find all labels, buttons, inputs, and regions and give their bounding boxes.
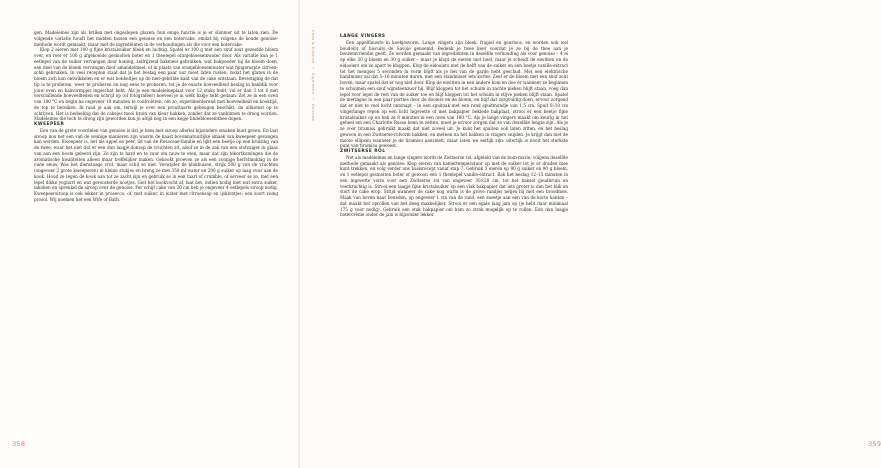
running-head-separator-2: • — [311, 97, 315, 101]
right-paragraph-1: Een appelflauwte in koekjesvorm. Lange vingers zijn bleek, fragiel en geurloos, en worden ook wel boudoirs of biscuits de Savoie genoemd. Bedenk je twee keer voordat je ze bij de thee aan je boezemvriendin geeft. Ze worden gemaakt van ingrediënten in dezelfde verhouding als voor genoise – 4 ei op elke 30 g bloem en 30 g suiker – maar je klopt de eieren niet heel, maar je scheidt de eiwitten en de eidooiers om ze apart te kloppen. Klop de eidooiers met de helft van de suiker en een beetje vanille-extract tot het mengsel 5 seconden in vorm blijft als je het van de garde hebt geschud. Met een elektrische handmixer zal dat 5–10 minuten duren, met een standmixer iets korter. Zeef er de bloem met een snuf zout boven, maar spatel dat er nog niet door. Klop de eiwitten in een andere kom en doe er wanneer ze beginnen te schuimen een snuf wijnsteenzuur bij. Blijf kloppen tot het schuim in zachte pieken blijft staan, voeg dan lepel voor lepel de rest van de suiker toe en blijf kloppen tot het schuim in stijve pieken blijft staan. Spatel de meringue in een paar porties door de dooiers en de bloem, en blijf dat zorgvuldig doen, ervoor zorgend dat er niet te veel lucht ontsnapt – in een spuitzak met een rond spuitmondje van 1,5 cm. Spuit 8–10 cm vingerlange repen op een licht ingevette of met bakpapier beklede bakplaat, strooi er een beetje fijne kristalsuiker op en bak ze 8 minuten in een oven van 180 °C. Als je lange vingers maakt om keurig in het geheel om een Charlotte Russe heen te zetten, moet je ervoor zorgen dat ze van dezelfde lengte zijn. Als je ze voor tiramisu gebruikt maakt dat niet zoveel uit. Je kunt het spuiten ook laten zitten, en het beslag gewoon in een Zwitserse-rolvorm bakken, en meteen na het bakken in vingers snijden. Je krijgt dan niet de mooie ellipsen wanneer je de tiramisu aanzmelt, maar laten we eerlijk zijn: uiterlijk is nooit het sterkste punt van tiramisu geweest. — [340, 39, 568, 149]
running-head-separator: • — [311, 66, 315, 70]
left-paragraph-2: Klop 2 eieren met 100 g fijne kristalsuiker bleek en luchtig. Spatel er 100 g met een snuf zout gezeefde bloem over, en roer er 100 g afgekoelde gesmolten boter en 1 theelepel oranjebloesemwater door. Als variatie kun je 1 eetlepel van de suiker vervangen door honing, zelfrijzend bakmeel gebruiken, wat bakpoeder bij de bloem doen, een deel van de bloem vervangen door amandelmeel, of in plaats van oranjebloesemwater wat fijngeraspte citroenschil gebruiken. In veel recepten staat dat je het beslag een paar uur moet laten rusten, zodat het gluten in de bloem zich kan ontwikkelen en er wat bobbeltjes op de niet-gebrilde kant van de cake ontstaan. Bevestiging de dat tip is te proberen, weer te proberen en nog eens te proberen, tot je de exacte hoeveelheid beslag in bakblik voor jouw oven en bakvormpjes ingeschat hebt. Als je een madeleineplaat voor 12 stuks hebt, vul er dan 3 tot 6 met verschillende hoeveelheden en schrijf op (of fotografeer) hoeveel je in welk bakje hebt gedaan. Zet ze in een oven van 180 °C en begin na ongeveer 10 minuten te controleren, om zo, experimenterend met hoeveelheid en kooktijd, de top te bereiken. Ik raad je aan om, terwijl je over een prouttaarts gebeugen beschikt, de uitkomst op te schrijven. Het is bedoeling dat de cakejes mooi bruin van kleur bakken, zonder dat ze vanbinnen te droog worden. Madeleines die toch te droog zijn geworden kun je altijd nog in een kopje lindebloesemthee dopen. — [34, 47, 278, 122]
running-head-section: Genoise — [311, 103, 315, 122]
running-head-sub: Eigeleden — [311, 72, 315, 95]
right-text-column — [340, 34, 568, 218]
left-text-column — [34, 30, 278, 203]
left-page — [0, 0, 300, 468]
page-number-left: 358 — [12, 440, 26, 448]
running-head — [307, 30, 315, 121]
running-head-title: Cake & Koekjes — [311, 30, 315, 64]
section-heading-lange-vingers: LANGE VINGERS — [340, 34, 386, 39]
left-paragraph-1: gen. Madeleines zijn als brillen met ongeslepen glazen: hun enige functie is je er slimmer uit te laten zien. De volgende variatie houdt het midden tussen een genoise en een botercake, omdat hij volgens de koude genoise-methode wordt gemaakt, maar met de ingrediënten in de verhoudingen als die voor een botercake. — [34, 30, 278, 47]
right-paragraph-2: Net als madeleines en lange vingers wordt de Zwitserse rol, afgeleid van de buin-marie, volgens dezelfde methode gemaakt als genoise: Klop eieren van kamertemperatuur op met de suiker tot je er draden mee kunt trekken, en volg verder ons basisrecept vanaf stap 7. Gebruik 3 eieren op 90 g suiker en 90 g bloem, en 1 eetlepel gesmolten boter of gewoon een 1 theelepel vanille-extract. Bak het beslag 12–15 minuten in een ingevette vorm voor een Zwitserse rol van ongeveer 30×20 cm, tot het baksel goudbruin en veerkrachtig is. Strooi een laagje fijne kristalsuiker op een vlak bakpapier dat iets groter is dan het blik en stort de cake erop. Strijd wanneer de cake nog warm is de grove randjes netjes bij met een broodmes. Maak van boven naar beneden, op ongeveer 1 cm van de rand, een sneetje aan een van de korte kanten – dat maakt het oprollen van het deeg makkelijker. Strooi er een egale laag jam op (je hebt daar minimaal 175 g voor nodig). Gebruik een stuk bakpapier om hem zo strak mogelijk op te rollen. Een dun laagje botercrème onder de jam is bijzonder lekker. — [340, 154, 568, 218]
section-heading-kweepeer: KWEEPEER — [34, 122, 65, 127]
section-heading-zwitserse-rol: ZWITSERSE ROL — [340, 149, 386, 154]
page-number-right: 359 — [868, 440, 881, 448]
right-page — [300, 0, 881, 468]
left-paragraph-3: Een van de grote voordelen van genoise is dat je hem met siroop allerlei bijzondere smaken kunt geven. En laat siroop nou net een van de weinige manieren zijn waarin de haast bovennatuurlijke smaak van kweepeer gevangen kan worden. Kweepeer is, net als appel en peer, lid van de Rosaceae-familie en lijkt een beetje op een kruising van de twee, waar het niet dat er een dun laagje donsop de vruchten zit, alsof ze in de zak van een stofzuiger in glaas van aan een boom geleerd zijn. Ze zijn te hard en te zuur om rauw te eten, maar dat zijn tekortkomingen die de aromatische kwaliteiten alleen maar treffelijker maken. Gekookt proeven ze als een zonnige herfstmiddag in de oude eeuw. Was het dienstaage vruf, maar schil se niet. Verwijder de klokhuisen, strijk 500 g van de vruchten (ongeveer 2 grote kweeperen) in kleine stukjes en breng ze met 350 ml water en 200 g suiker op laag vuur aan de kook. Houd ze tegen de kook aan tot ze zacht zijn en gebruik se in een taart of crumble, of serveer se zo, met een lepel dikke yoghurt en wat geroosterde nootjes. Giet het kookvocht af, laat het, indien nodig met wat extra suiker, inkoken en sprenkel de siroop over de genoise. Per schijf cake van 20 cm heb je ongeveer 4 eetlepels siroop nodig. Kweepeersiroop is ook lekker in prosecco, of, met suiker, in water met citroensap en ijsklontjes: een soort zoing prosol. Wij noemen het een Wife of Bath. — [34, 127, 278, 202]
